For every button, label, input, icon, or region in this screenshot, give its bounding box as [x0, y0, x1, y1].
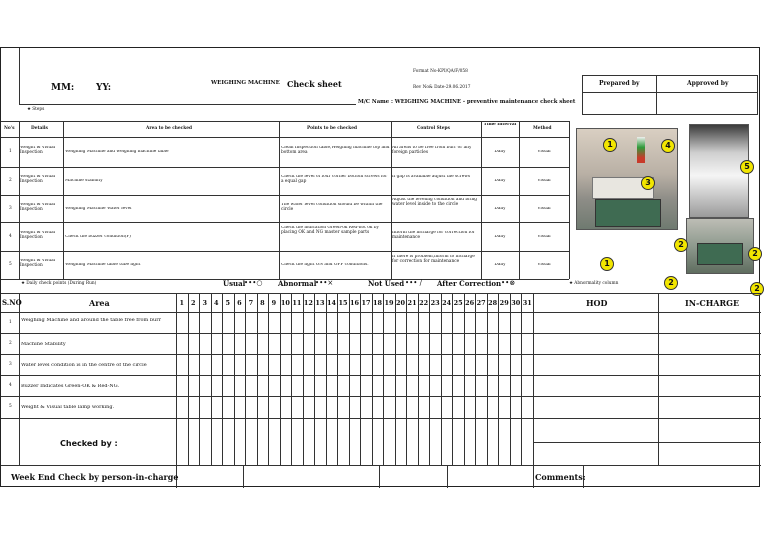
day-number: 19 — [384, 299, 394, 307]
day-column-divider — [429, 293, 430, 465]
col-header-points: Points to be checked — [307, 126, 358, 131]
day-number: 6 — [237, 299, 242, 307]
day-column-divider — [234, 293, 235, 465]
mm-label: MM: — [51, 83, 75, 93]
col-header-details: Details — [31, 126, 48, 131]
day-column-divider — [498, 293, 499, 465]
area-header: Area — [89, 298, 110, 308]
step-control: Adjust the leveling condition and bring water level inside to the circle — [392, 198, 478, 207]
col-header-area: Area to be checked — [146, 126, 192, 131]
row-area: Weighing Machine and around the table free from burr — [21, 318, 162, 323]
marker-icon: 1 — [603, 138, 617, 152]
step-method: Visual — [537, 150, 551, 154]
header-left-border — [19, 48, 20, 104]
day-column-divider — [521, 293, 522, 465]
step-details: Weight & Visual Inspection — [20, 203, 56, 212]
hod-header: HOD — [586, 298, 608, 308]
day-number: 13 — [315, 299, 325, 307]
marker-icon: 2 — [750, 282, 764, 296]
day-number: 25 — [453, 299, 463, 307]
step-method: Visual — [537, 207, 551, 211]
marker-icon: 5 — [740, 160, 754, 174]
check-sheet — [0, 47, 760, 487]
row-no: 1 — [9, 320, 12, 325]
step-area: Check the buzzer condition(P) — [65, 235, 131, 239]
step-no: 4 — [9, 234, 12, 239]
daily-check-table — [1, 293, 761, 488]
legend-not-used: Not Used — [368, 279, 405, 288]
prepared-by-label: Prepared by — [599, 80, 640, 87]
step-interval: Daily — [494, 263, 506, 267]
step-points: The water level condition should be within the circle — [281, 203, 383, 212]
day-number: 22 — [419, 299, 429, 307]
day-column-divider — [280, 293, 281, 465]
legend-abnormal: Abnormal — [278, 279, 317, 288]
row-area: Water level condition is in the centre of the circle — [21, 363, 147, 368]
step-method: Visual — [537, 263, 551, 267]
marker-icon: 2 — [664, 276, 678, 290]
step-details: Weight & Visual Inspection — [20, 231, 56, 240]
day-number: 2 — [191, 299, 196, 307]
marker-icon: 1 — [600, 257, 614, 271]
step-points: Check the indication Green-ok Red-not ok by placing OK and NG master sample parts — [281, 226, 379, 235]
comments-label: Comments: — [535, 472, 586, 482]
format-no: Format No-KPI/QA/F/058 — [413, 69, 468, 74]
day-column-divider — [418, 293, 419, 465]
step-details: Weight & Visual Inspection — [20, 259, 56, 268]
page-title: Check sheet — [287, 79, 342, 89]
day-number: 3 — [202, 299, 208, 307]
day-number: 31 — [522, 299, 532, 307]
abnormality-note: ★ Abnormality column — [569, 281, 619, 286]
legend-after-correction-symbol: ••⊗ — [501, 279, 516, 287]
step-area: Weighing Machine and weighing machine table — [65, 150, 169, 154]
day-column-divider — [211, 293, 212, 465]
day-number: 17 — [361, 299, 371, 307]
day-column-divider — [452, 293, 453, 465]
day-column-divider — [337, 293, 338, 465]
row-no: 3 — [9, 362, 12, 367]
daily-note: ★ Daily check points (During Run) — [21, 281, 97, 286]
row-area: Weight & Visual table lamp working. — [21, 405, 115, 410]
day-number: 26 — [465, 299, 475, 307]
yy-label: YY: — [96, 83, 112, 93]
day-column-divider — [314, 293, 315, 465]
day-column-divider — [257, 293, 258, 465]
step-points: Check the level of four corner bottom screws for a equal gap — [281, 175, 388, 184]
day-column-divider — [349, 293, 350, 465]
day-column-divider — [199, 293, 200, 465]
step-area: Weighing Machine table tube light — [65, 263, 141, 267]
step-interval: Daily — [494, 235, 506, 239]
step-no: 1 — [9, 149, 12, 154]
day-column-divider — [360, 293, 361, 465]
legend-not-used-symbol: ••• / — [405, 279, 422, 287]
step-points: Clean Inspection table,Weighing machine top and bottom area — [281, 146, 390, 155]
day-number: 21 — [407, 299, 417, 307]
day-number: 20 — [396, 299, 406, 307]
day-number: 16 — [349, 299, 360, 307]
row-no: 5 — [9, 404, 12, 409]
table-light-photo — [689, 124, 749, 218]
steps-table — [1, 121, 569, 279]
day-column-divider — [245, 293, 246, 465]
col-header-interval: Time Interval — [483, 123, 517, 127]
step-interval: Daily — [494, 179, 506, 183]
day-columns — [176, 293, 533, 465]
day-number: 30 — [511, 299, 521, 307]
day-number: 18 — [373, 299, 383, 307]
approved-by-label: Approved by — [687, 80, 729, 87]
marker-icon: 2 — [674, 238, 688, 252]
legend-usual: Usual — [223, 279, 246, 288]
day-column-divider — [383, 293, 384, 465]
day-column-divider — [441, 293, 442, 465]
incharge-header: IN-CHARGE — [685, 298, 740, 308]
day-column-divider — [303, 293, 304, 465]
checked-by-label: Checked by : — [60, 439, 118, 448]
legend-abnormal-symbol: •••× — [315, 279, 334, 287]
col-header-no: No's — [4, 126, 15, 131]
step-interval: Daily — [494, 207, 506, 211]
mc-name: M/C Name : WEIGHING MACHINE - preventive maintenance check sheet — [358, 99, 576, 105]
day-number: 15 — [338, 299, 348, 307]
step-no: 2 — [9, 178, 12, 183]
step-interval: Daily — [494, 150, 506, 154]
col-header-method: Method — [533, 126, 552, 131]
day-number: 4 — [214, 299, 219, 307]
marker-icon: 4 — [661, 139, 675, 153]
day-number: 23 — [430, 299, 440, 307]
step-no: 3 — [9, 206, 12, 211]
day-number: 9 — [271, 299, 277, 307]
header-underline — [19, 104, 356, 105]
legend-usual-symbol: •••○ — [244, 279, 263, 287]
step-area: Machine stability — [65, 179, 103, 183]
day-column-divider — [222, 293, 223, 465]
day-column-divider — [487, 293, 488, 465]
day-number: 10 — [280, 299, 290, 307]
step-area: Weighing Machine Water level — [65, 207, 132, 211]
day-column-divider — [406, 293, 407, 465]
legend-after-correction: After Correction — [437, 279, 502, 288]
row-no: 2 — [9, 341, 12, 346]
step-details: Weight & Visual Inspection — [20, 175, 56, 184]
day-column-divider — [372, 293, 373, 465]
step-method: Visual — [537, 179, 551, 183]
sno-header: S.NO — [2, 298, 22, 307]
machine-side-photo — [686, 218, 754, 274]
steps-note: ★ Steps — [27, 107, 45, 112]
rev-no: Rev No& Date-29.06.2017 — [413, 85, 471, 90]
step-method: Visual — [537, 235, 551, 239]
day-number: 7 — [248, 299, 254, 307]
step-details: Weight & Visual Inspection — [20, 146, 56, 155]
approval-box — [582, 75, 758, 115]
day-number: 11 — [292, 299, 302, 307]
day-column-divider — [475, 293, 476, 465]
title-small: WEIGHING MACHINE — [211, 80, 280, 86]
step-control: If gap is available adjust the screws — [392, 175, 471, 179]
step-control: Inform the incharge for correction for maintenance — [392, 231, 475, 240]
day-column-divider — [188, 293, 189, 465]
day-number: 5 — [225, 299, 231, 307]
day-number: 28 — [488, 299, 498, 307]
marker-icon: 3 — [641, 176, 655, 190]
day-number: 24 — [442, 299, 452, 307]
step-no: 5 — [9, 262, 12, 267]
day-column-divider — [510, 293, 511, 465]
day-number: 8 — [260, 299, 265, 307]
step-points: Check the light ON and OFF conditions. — [281, 263, 369, 267]
day-column-divider — [326, 293, 327, 465]
day-number: 29 — [499, 299, 509, 307]
row-area: Machine Stability — [21, 342, 66, 347]
day-column-divider — [395, 293, 396, 465]
step-control: If there is problem,inform to incharge for correction for maintenance — [392, 255, 475, 264]
marker-icon: 2 — [748, 247, 762, 261]
week-end-label: Week End Check by person-in-charge — [11, 472, 179, 482]
day-number: 27 — [476, 299, 486, 307]
row-area: Buzzer Indicates Green-OK & Red-NG. — [21, 384, 120, 389]
day-number: 14 — [326, 299, 336, 307]
day-column-divider — [291, 293, 292, 465]
day-column-divider — [464, 293, 465, 465]
day-number: 1 — [179, 299, 185, 307]
day-column-divider — [176, 293, 177, 465]
row-no: 4 — [9, 383, 12, 388]
day-number: 12 — [303, 299, 313, 307]
step-control: All areas to be free from burr or any foreign particles — [392, 146, 472, 155]
col-header-control: Control Steps — [417, 126, 450, 131]
day-column-divider — [268, 293, 269, 465]
